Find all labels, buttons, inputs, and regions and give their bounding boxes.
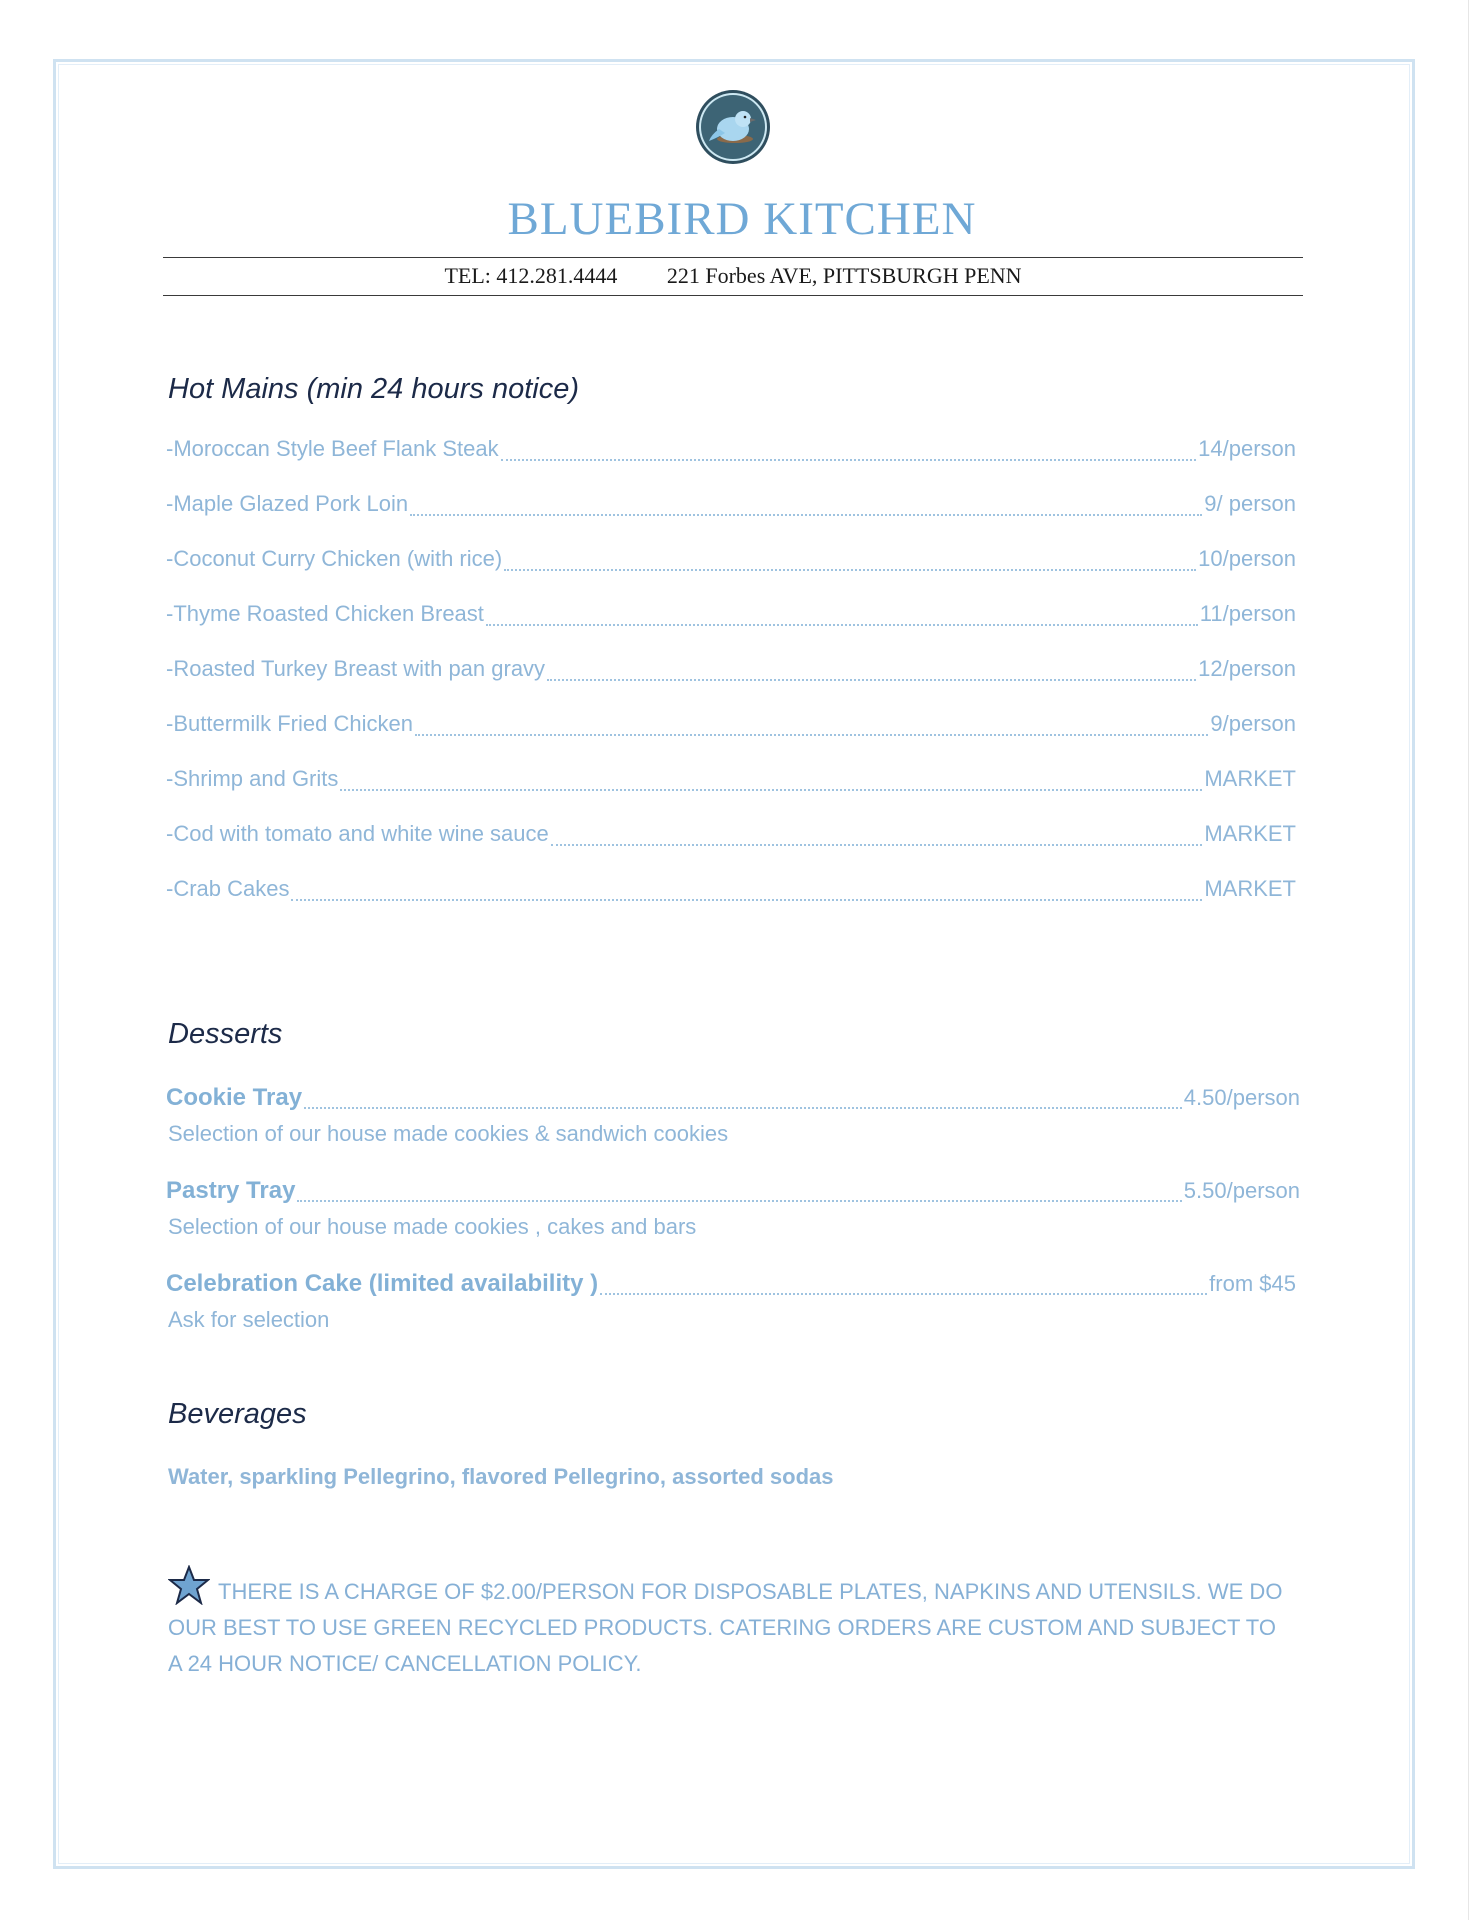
item-name: Celebration Cake (limited availability )	[166, 1270, 599, 1297]
charge-notice	[168, 1565, 1288, 1682]
menu-item	[166, 436, 1296, 466]
dot-leader	[291, 899, 1202, 901]
dessert-item	[166, 1270, 1296, 1300]
item-price: 9/ person	[1204, 491, 1296, 516]
item-name: -Maple Glazed Pork Loin	[166, 491, 409, 516]
item-price: MARKET	[1204, 821, 1296, 846]
item-name: -Moroccan Style Beef Flank Steak	[166, 436, 499, 461]
item-price: MARKET	[1204, 876, 1296, 901]
beverages-title: Beverages	[168, 1398, 307, 1430]
menu-item	[166, 821, 1296, 851]
dessert-item	[166, 1177, 1300, 1207]
item-name: Cookie Tray	[166, 1084, 303, 1111]
item-price: 9/person	[1210, 711, 1296, 736]
item-price: 12/person	[1198, 656, 1296, 681]
item-price: 5.50/person	[1183, 1178, 1300, 1203]
dot-leader	[600, 1293, 1207, 1295]
menu-item	[166, 601, 1296, 631]
dot-leader	[547, 679, 1196, 681]
item-name: -Shrimp and Grits	[166, 766, 339, 791]
star-icon	[168, 1565, 210, 1605]
item-price: 4.50/person	[1183, 1085, 1300, 1110]
item-name: -Buttermilk Fried Chicken	[166, 711, 413, 736]
item-name: -Thyme Roasted Chicken Breast	[166, 601, 484, 626]
header-divider-top	[163, 257, 1303, 258]
beverages-list: Water, sparkling Pellegrino, flavored Pellegrino, assorted sodas	[168, 1464, 834, 1489]
item-price: 10/person	[1198, 546, 1296, 571]
dessert-item	[166, 1084, 1300, 1114]
dot-leader	[340, 789, 1202, 791]
item-description: Selection of our house made cookies , cakes and bars	[168, 1214, 697, 1239]
menu-item	[166, 876, 1296, 906]
notice-text: THERE IS A CHARGE OF $2.00/PERSON FOR DISPOSABLE PLATES, NAPKINS AND UTENSILS. WE DO OUR BEST TO USE GREEN RECYCLED PRODUCTS. CATERING ORDERS ARE CUSTOM AND SUBJECT TO A 24 HOUR NOTICE/ CANCELLATION POLICY.	[168, 1579, 1283, 1676]
item-price: 11/person	[1199, 601, 1296, 626]
item-name: -Crab Cakes	[166, 876, 290, 901]
item-name: -Roasted Turkey Breast with pan gravy	[166, 656, 546, 681]
brand-title: BLUEBIRD KITCHEN	[507, 193, 977, 245]
scan-edge	[1468, 0, 1469, 1920]
menu-item	[166, 546, 1296, 576]
desserts-title: Desserts	[168, 1018, 283, 1050]
item-name: -Coconut Curry Chicken (with rice)	[166, 546, 503, 571]
bluebird-logo-icon	[695, 89, 771, 165]
phone-number: TEL: 412.281.4444	[444, 263, 618, 288]
dot-leader	[486, 624, 1198, 626]
dot-leader	[297, 1200, 1181, 1202]
contact-line	[163, 261, 1303, 291]
dot-leader	[504, 569, 1196, 571]
dot-leader	[410, 514, 1202, 516]
dot-leader	[304, 1107, 1182, 1109]
menu-item	[166, 711, 1296, 741]
item-description: Ask for selection	[168, 1307, 330, 1332]
item-price: from $45	[1209, 1271, 1296, 1296]
dot-leader	[501, 459, 1197, 461]
item-price: MARKET	[1204, 766, 1296, 791]
menu-item	[166, 766, 1296, 796]
item-description: Selection of our house made cookies & sandwich cookies	[168, 1121, 729, 1146]
dot-leader	[551, 844, 1203, 846]
menu-item	[166, 656, 1296, 686]
item-name: Pastry Tray	[166, 1177, 296, 1204]
dot-leader	[415, 734, 1208, 736]
item-price: 14/person	[1198, 436, 1296, 461]
hot-mains-title: Hot Mains (min 24 hours notice)	[168, 373, 579, 405]
address: 221 Forbes AVE, PITTSBURGH PENN	[666, 263, 1022, 288]
menu-item	[166, 491, 1296, 521]
item-name: -Cod with tomato and white wine sauce	[166, 821, 549, 846]
header-divider-bottom	[163, 295, 1303, 296]
